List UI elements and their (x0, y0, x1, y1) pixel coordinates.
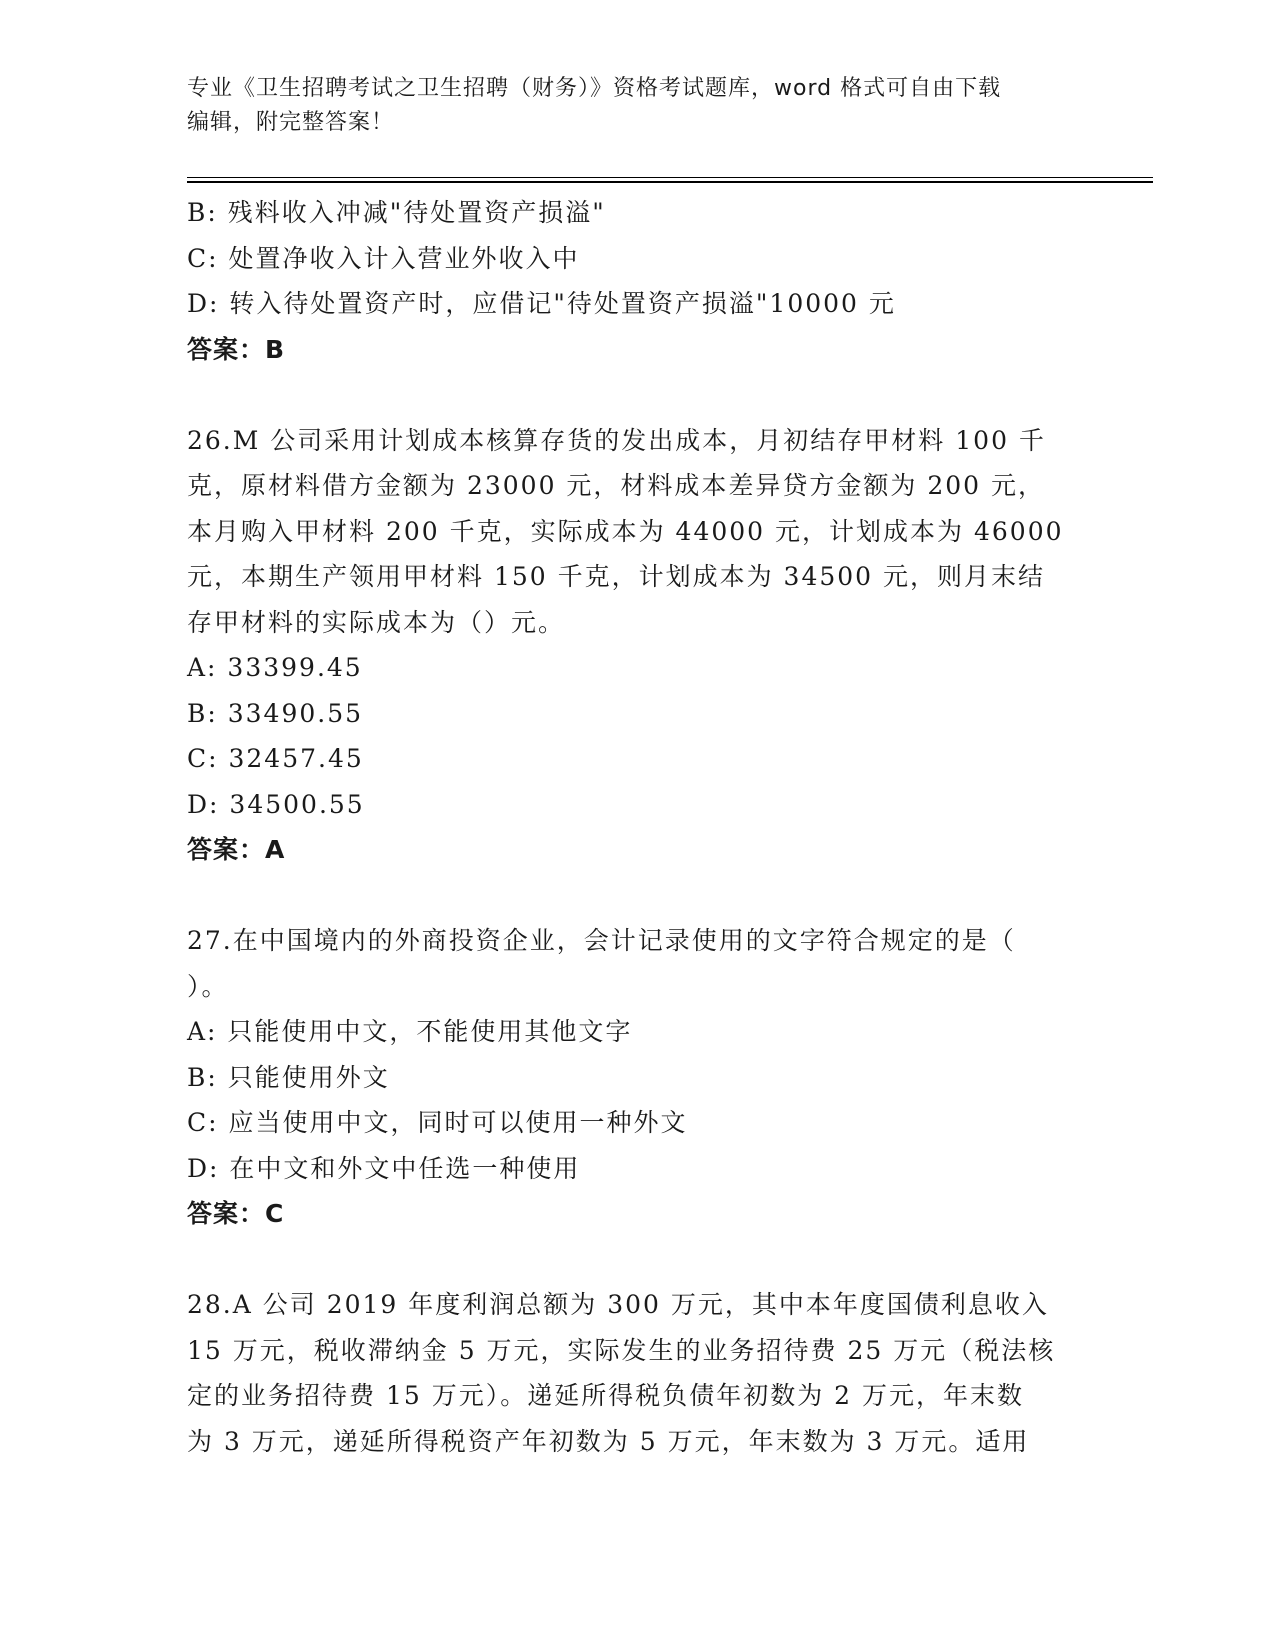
q27-stem-line: 27.在中国境内的外商投资企业，会计记录使用的文字符合规定的是（ (187, 926, 1016, 955)
q27-answer: 答案：C (187, 1199, 285, 1228)
q26-option-b: B: 33490.55 (187, 698, 364, 728)
q28-stem-line: 15 万元，税收滞纳金 5 万元，实际发生的业务招待费 25 万元（税法核 (187, 1335, 1056, 1365)
q26-answer: 答案：A (187, 835, 286, 864)
question-25 (187, 190, 1087, 372)
q26-stem-line: 克，原材料借方金额为 23000 元，材料成本差异贷方金额为 200 元， (187, 471, 1046, 500)
document-header (187, 72, 1067, 140)
q26-stem-line: 元，本期生产领用甲材料 150 千克，计划成本为 34500 元，则月末结 (187, 562, 1046, 591)
q28-stem-line: 定的业务招待费 15 万元）。递延所得税负债年初数为 2 万元，年末数 (187, 1381, 1025, 1410)
q26-option-c: C: 32457.45 (187, 744, 364, 773)
q25-answer: 答案：B (187, 334, 286, 364)
spacer (187, 873, 1087, 919)
q25-option-c: C: 处置净收入计入营业外收入中 (187, 243, 580, 273)
spacer (187, 372, 1087, 418)
q28-stem-line: 为 3 万元，递延所得税资产年初数为 5 万元，年末数为 3 万元。适用 (187, 1426, 1030, 1456)
q27-option-b: B: 只能使用外文 (187, 1062, 390, 1092)
q27-option-c: C: 应当使用中文，同时可以使用一种外文 (187, 1108, 688, 1137)
header-line-2: 编辑，附完整答案！ (187, 110, 395, 135)
q26-stem-line: 26.M 公司采用计划成本核算存货的发出成本，月初结存甲材料 100 千 (187, 425, 1046, 455)
q26-option-a: A: 33399.45 (187, 653, 363, 682)
header-line-1: 专业《卫生招聘考试之卫生招聘（财务）》资格考试题库，word 格式可自由下载 (187, 76, 1002, 101)
question-27 (187, 918, 1087, 1237)
q26-stem-line: 存甲材料的实际成本为（）元。 (187, 607, 566, 637)
q27-option-a: A: 只能使用中文，不能使用其他文字 (187, 1017, 633, 1046)
header-divider-thick (187, 181, 1153, 183)
q27-stem-line: ）。 (187, 971, 229, 1001)
question-26 (187, 418, 1087, 873)
header-divider-thin (187, 177, 1153, 178)
q25-option-d: D: 转入待处置资产时，应借记"待处置资产损溢"10000 元 (187, 289, 896, 318)
q28-stem-line: 28.A 公司 2019 年度利润总额为 300 万元，其中本年度国债利息收入 (187, 1290, 1049, 1319)
q26-option-d: D: 34500.55 (187, 789, 365, 819)
q26-stem-line: 本月购入甲材料 200 千克，实际成本为 44000 元，计划成本为 46000 (187, 516, 1064, 546)
spacer (187, 1237, 1087, 1283)
q27-option-d: D: 在中文和外文中任选一种使用 (187, 1153, 581, 1183)
q25-option-b: B: 残料收入冲减"待处置资产损溢" (187, 198, 606, 227)
question-28 (187, 1282, 1087, 1464)
question-content (187, 190, 1087, 1464)
